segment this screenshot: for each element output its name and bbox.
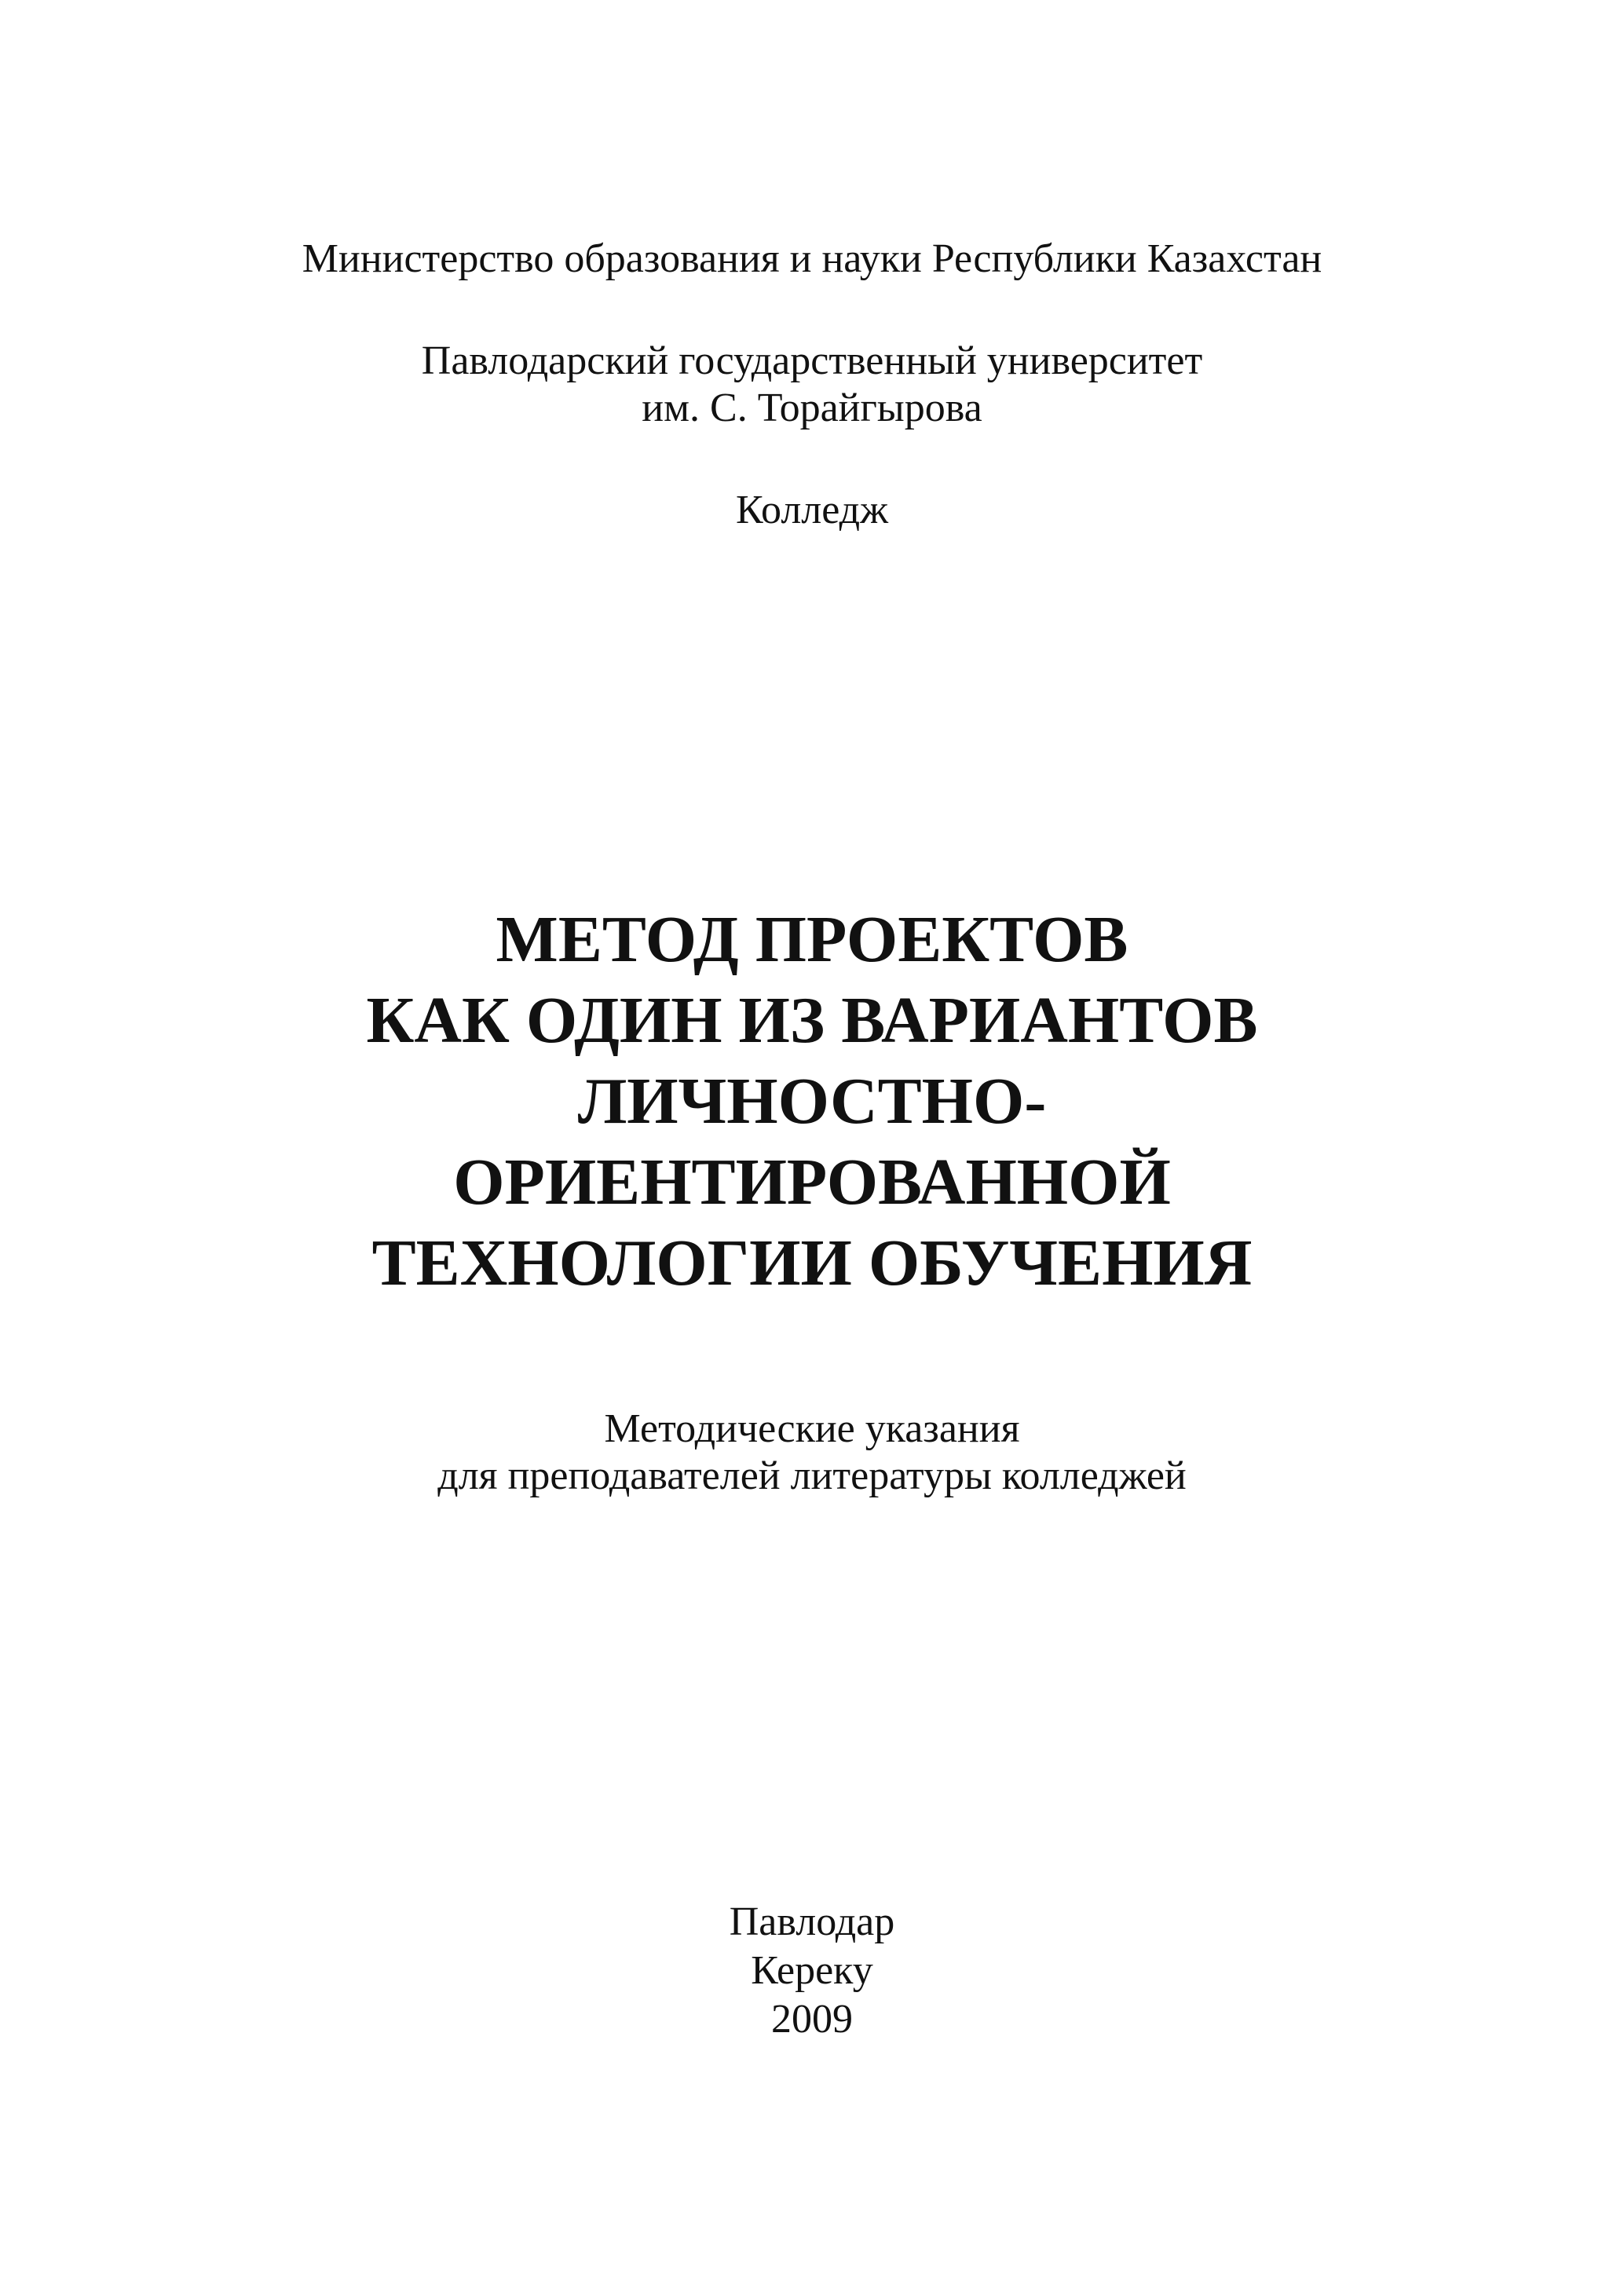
title-line-5: ТЕХНОЛОГИИ ОБУЧЕНИЯ	[371, 1227, 1253, 1300]
title-line-1: МЕТОД ПРОЕКТОВ	[496, 903, 1128, 976]
university-name: Павлодарский государственный университет	[421, 338, 1203, 383]
imprint-publisher: Кереку	[751, 1948, 873, 1993]
title-line-4: ОРИЕНТИРОВАННОЙ	[453, 1146, 1171, 1219]
ministry-text: Министерство образования и науки Республики Казахстан	[302, 236, 1322, 281]
document-title	[0, 899, 1624, 1303]
imprint-year: 2009	[771, 1997, 853, 2042]
imprint-block	[0, 1898, 1624, 2044]
college-text: Колледж	[735, 488, 889, 532]
ministry-line	[0, 236, 1624, 283]
subtitle-line-2: для преподавателей литературы колледжей	[437, 1453, 1187, 1498]
college-line	[0, 487, 1624, 534]
university-namesake: им. С. Торайгырова	[642, 386, 982, 430]
title-line-3: ЛИЧНОСТНО-	[577, 1065, 1047, 1138]
imprint-city: Павлодар	[729, 1899, 895, 1944]
subtitle-line-1: Методические указания	[604, 1406, 1020, 1451]
document-subtitle	[0, 1406, 1624, 1500]
university-block	[0, 338, 1624, 432]
title-line-2: КАК ОДИН ИЗ ВАРИАНТОВ	[366, 984, 1258, 1057]
